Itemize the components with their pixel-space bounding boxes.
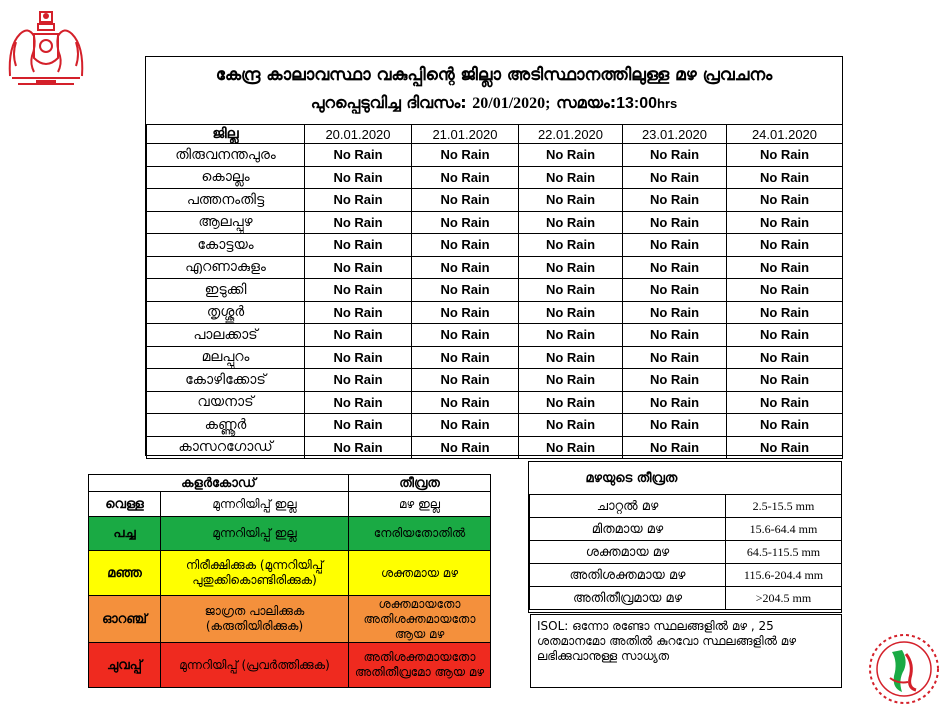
forecast-cell: No Rain — [623, 324, 727, 347]
forecast-cell: No Rain — [305, 346, 412, 369]
forecast-cell: No Rain — [305, 324, 412, 347]
district-name: ആലപ്പുഴ — [147, 211, 305, 234]
table-row — [147, 144, 843, 167]
forecast-cell: No Rain — [623, 279, 727, 302]
time-unit: hrs — [657, 96, 678, 111]
intensity-row — [530, 564, 842, 587]
intensity-row — [530, 518, 842, 541]
table-row — [147, 211, 843, 234]
color-code-warning: ജാഗ്രത പാലിക്കുക (കരുതിയിരിക്കുക) — [161, 596, 349, 643]
forecast-cell: No Rain — [305, 391, 412, 414]
forecast-cell: No Rain — [519, 166, 623, 189]
forecast-cell: No Rain — [727, 391, 843, 414]
forecast-cell: No Rain — [727, 346, 843, 369]
forecast-cell: No Rain — [519, 369, 623, 392]
forecast-cell: No Rain — [412, 346, 519, 369]
forecast-cell: No Rain — [305, 211, 412, 234]
intensity-row — [530, 587, 842, 610]
forecast-cell: No Rain — [727, 279, 843, 302]
intensity-range: >204.5 mm — [726, 587, 842, 610]
forecast-grid — [146, 124, 843, 459]
forecast-cell: No Rain — [727, 414, 843, 437]
forecast-cell: No Rain — [727, 211, 843, 234]
isol-note: ISOL: ഒന്നോ രണ്ടോ സ്ഥലങ്ങളിൽ മഴ , 25 ശതമാനമോ അതിൽ കുറവോ സ്ഥലങ്ങളിൽ മഴ ലഭിക്കുവാനുള്ള സാധ്യത — [530, 614, 842, 688]
color-code-name: വെള്ള — [89, 492, 161, 516]
district-name: തിരുവനന്തപുരം — [147, 144, 305, 167]
forecast-cell: No Rain — [519, 211, 623, 234]
time-value: 13:00 — [616, 95, 658, 112]
district-name: കണ്ണൂർ — [147, 414, 305, 437]
forecast-cell: No Rain — [305, 369, 412, 392]
forecast-cell: No Rain — [412, 211, 519, 234]
intensity-range: 15.6-64.4 mm — [726, 518, 842, 541]
forecast-cell: No Rain — [412, 189, 519, 212]
forecast-cell: No Rain — [623, 301, 727, 324]
district-name: ഇടുക്കി — [147, 279, 305, 302]
color-code-intensity: നേരിയതോതിൽ — [349, 516, 491, 551]
date-header: 24.01.2020 — [727, 125, 843, 144]
color-code-table — [88, 474, 490, 688]
forecast-cell: No Rain — [519, 436, 623, 459]
issued-line — [146, 93, 842, 113]
forecast-cell: No Rain — [519, 234, 623, 257]
forecast-cell: No Rain — [412, 234, 519, 257]
forecast-cell: No Rain — [623, 369, 727, 392]
date-header: 21.01.2020 — [412, 125, 519, 144]
forecast-cell: No Rain — [305, 279, 412, 302]
date-header: 22.01.2020 — [519, 125, 623, 144]
color-code-intensity: മഴ ഇല്ല — [349, 492, 491, 516]
forecast-cell: No Rain — [519, 144, 623, 167]
forecast-cell: No Rain — [305, 166, 412, 189]
color-code-intensity: അതിശക്തമായതോ അതിതീവ്രമോ ആയ മഴ — [349, 643, 491, 688]
intensity-range: 64.5-115.5 mm — [726, 541, 842, 564]
table-row — [147, 301, 843, 324]
color-code-name: ഓറഞ്ച് — [89, 596, 161, 643]
table-row — [147, 189, 843, 212]
forecast-header-row — [147, 125, 843, 144]
forecast-cell: No Rain — [623, 166, 727, 189]
forecast-cell: No Rain — [623, 391, 727, 414]
intensity-range: 115.6-204.4 mm — [726, 564, 842, 587]
forecast-cell: No Rain — [623, 414, 727, 437]
table-row — [147, 234, 843, 257]
forecast-cell: No Rain — [623, 144, 727, 167]
intensity-row — [530, 495, 842, 518]
district-header: ജില്ല — [147, 125, 305, 144]
forecast-cell: No Rain — [623, 256, 727, 279]
table-row — [147, 279, 843, 302]
forecast-cell: No Rain — [519, 189, 623, 212]
color-code-row — [89, 516, 491, 551]
intensity-range: 2.5-15.5 mm — [726, 495, 842, 518]
forecast-cell: No Rain — [412, 414, 519, 437]
forecast-cell: No Rain — [727, 234, 843, 257]
district-name: മലപ്പുറം — [147, 346, 305, 369]
rain-intensity-title: മഴയുടെ തീവ്രത — [530, 462, 842, 495]
district-name: എറണാകുളം — [147, 256, 305, 279]
forecast-cell: No Rain — [519, 414, 623, 437]
forecast-cell: No Rain — [412, 144, 519, 167]
forecast-cell: No Rain — [412, 436, 519, 459]
color-code-intensity: ശക്തമായ മഴ — [349, 551, 491, 596]
table-row — [147, 346, 843, 369]
district-name: പത്തനംതിട്ട — [147, 189, 305, 212]
forecast-cell: No Rain — [623, 189, 727, 212]
date-header: 23.01.2020 — [623, 125, 727, 144]
forecast-cell: No Rain — [623, 211, 727, 234]
table-row — [147, 166, 843, 189]
kerala-emblem-icon — [6, 6, 86, 90]
district-name: കോഴിക്കോട് — [147, 369, 305, 392]
forecast-cell: No Rain — [305, 436, 412, 459]
color-code-name: മഞ്ഞ — [89, 551, 161, 596]
forecast-cell: No Rain — [305, 414, 412, 437]
color-code-header-row — [89, 475, 491, 492]
table-row — [147, 256, 843, 279]
color-code-name: പച്ച — [89, 516, 161, 551]
forecast-cell: No Rain — [305, 189, 412, 212]
forecast-cell: No Rain — [623, 436, 727, 459]
table-row — [147, 436, 843, 459]
intensity-label: ചാറ്റൽ മഴ — [530, 495, 726, 518]
forecast-cell: No Rain — [412, 279, 519, 302]
forecast-cell: No Rain — [519, 346, 623, 369]
forecast-cell: No Rain — [305, 301, 412, 324]
forecast-cell: No Rain — [412, 391, 519, 414]
district-name: വയനാട് — [147, 391, 305, 414]
forecast-cell: No Rain — [519, 324, 623, 347]
forecast-title: കേന്ദ്ര കാലാവസ്ഥാ വകുപ്പിന്റെ ജില്ലാ അടിസ്ഥാനത്തിലുള്ള മഴ പ്രവചനം — [215, 65, 773, 85]
forecast-cell: No Rain — [623, 346, 727, 369]
color-code-row — [89, 492, 491, 516]
intensity-label: ശക്തമായ മഴ — [530, 541, 726, 564]
forecast-cell: No Rain — [727, 166, 843, 189]
color-code-row — [89, 643, 491, 688]
issued-date: 20/01/2020; — [472, 95, 551, 112]
intensity-header: തീവ്രത — [349, 475, 491, 492]
color-code-warning: മുന്നറിയിപ്പ് ഇല്ല — [161, 492, 349, 516]
color-code-warning: മുന്നറിയിപ്പ് (പ്രവർത്തിക്കുക) — [161, 643, 349, 688]
forecast-cell: No Rain — [412, 166, 519, 189]
district-name: കോട്ടയം — [147, 234, 305, 257]
forecast-cell: No Rain — [519, 256, 623, 279]
district-name: പാലക്കാട് — [147, 324, 305, 347]
table-row — [147, 391, 843, 414]
forecast-cell: No Rain — [727, 369, 843, 392]
color-code-warning: മുന്നറിയിപ്പ് ഇല്ല — [161, 516, 349, 551]
forecast-cell: No Rain — [412, 324, 519, 347]
forecast-cell: No Rain — [412, 256, 519, 279]
forecast-cell: No Rain — [727, 301, 843, 324]
issued-label: പുറപ്പെടുവിച്ച ദിവസം: — [310, 93, 467, 112]
forecast-title-box — [146, 57, 842, 125]
color-code-header: കളർകോഡ് — [89, 475, 349, 492]
table-row — [147, 414, 843, 437]
district-name: കൊല്ലം — [147, 166, 305, 189]
intensity-row — [530, 541, 842, 564]
forecast-cell: No Rain — [727, 144, 843, 167]
intensity-label: മിതമായ മഴ — [530, 518, 726, 541]
table-row — [147, 324, 843, 347]
forecast-table — [145, 56, 843, 456]
ksdma-logo-icon — [868, 632, 940, 706]
table-row — [147, 369, 843, 392]
forecast-cell: No Rain — [519, 301, 623, 324]
forecast-cell: No Rain — [727, 189, 843, 212]
district-name: തൃശ്ശൂർ — [147, 301, 305, 324]
color-code-row — [89, 551, 491, 596]
forecast-cell: No Rain — [727, 256, 843, 279]
forecast-cell: No Rain — [305, 256, 412, 279]
color-code-intensity: ശക്തമായതോ അതിശക്തമായതോ ആയ മഴ — [349, 596, 491, 643]
color-code-warning: നിരീക്ഷിക്കുക (മുന്നറിയിപ്പ് പുതുക്കികൊണ്ടിരിക്കുക) — [161, 551, 349, 596]
date-header: 20.01.2020 — [305, 125, 412, 144]
intensity-label: അതിതീവ്രമായ മഴ — [530, 587, 726, 610]
forecast-cell: No Rain — [412, 301, 519, 324]
forecast-cell: No Rain — [727, 436, 843, 459]
district-name: കാസറഗോഡ് — [147, 436, 305, 459]
forecast-cell: No Rain — [305, 234, 412, 257]
rain-intensity-table — [528, 461, 842, 613]
forecast-cell: No Rain — [623, 234, 727, 257]
forecast-cell: No Rain — [519, 391, 623, 414]
forecast-cell: No Rain — [412, 369, 519, 392]
time-label: സമയം: — [556, 93, 617, 112]
intensity-label: അതിശക്തമായ മഴ — [530, 564, 726, 587]
color-code-name: ചുവപ്പ് — [89, 643, 161, 688]
forecast-cell: No Rain — [519, 279, 623, 302]
color-code-row — [89, 596, 491, 643]
forecast-cell: No Rain — [305, 144, 412, 167]
forecast-cell: No Rain — [727, 324, 843, 347]
